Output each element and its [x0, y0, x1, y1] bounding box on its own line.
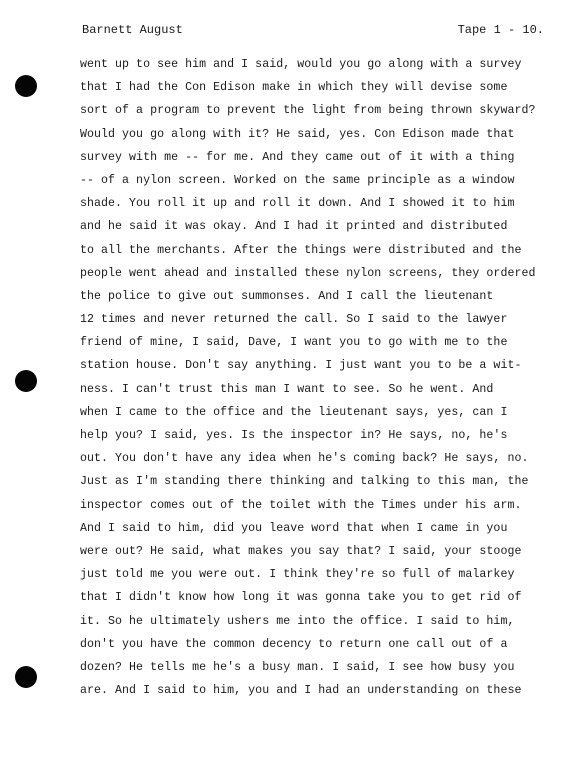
transcript-line: to all the merchants. After the things were distributed and the [80, 243, 522, 257]
transcript-line: friend of mine, I said, Dave, I want you to go with me to the [80, 336, 508, 350]
binder-hole-top [15, 75, 37, 97]
transcript-line: And I said to him, did you leave word that when I came in you [80, 521, 508, 535]
transcript-line: and he said it was okay. And I had it printed and distributed [80, 220, 508, 234]
transcript-line: went up to see him and I said, would you go along with a survey [80, 58, 522, 71]
transcript-line: dozen? He tells me he's a busy man. I said, I see how busy you [80, 660, 515, 674]
transcript-line: just told me you were out. I think they're so full of malarkey [80, 568, 515, 582]
binder-hole-middle [15, 370, 37, 392]
transcript-line: that I had the Con Edison make in which they will devise some [80, 81, 508, 95]
transcript-line: -- of a nylon screen. Worked on the same principle as a window [80, 173, 515, 187]
tape-page-number: Tape 1 - 10. [457, 23, 544, 37]
transcript-line: the police to give out summonses. And I call the lieutenant [80, 289, 494, 303]
transcript-line: Would you go along with it? He said, yes. Con Edison made that [80, 127, 515, 141]
transcript-line: help you? I said, yes. Is the inspector in? He says, no, he's [80, 429, 508, 442]
interviewee-name: Barnett August [82, 23, 183, 37]
transcript-line: station house. Don't say anything. I just want you to be a wit- [80, 359, 522, 373]
transcript-line: ness. I can't trust this man I want to see. So he went. And [80, 382, 494, 396]
transcript-body [80, 53, 550, 702]
transcript-line: inspector comes out of the toilet with the Times under his arm. [80, 498, 522, 512]
transcript-line: don't you have the common decency to return one call out of a [80, 637, 508, 651]
transcript-line: sort of a program to prevent the light from being thrown skyward? [80, 104, 536, 118]
transcript-line: that I didn't know how long it was gonna take you to get rid of [80, 591, 522, 605]
transcript-line: survey with me -- for me. And they came out of it with a thing [80, 150, 515, 164]
transcript-line: 12 times and never returned the call. So I said to the lawyer [80, 313, 508, 327]
binder-hole-bottom [15, 666, 37, 688]
transcript-line: were out? He said, what makes you say that? I said, your stooge [80, 544, 522, 558]
transcript-line: shade. You roll it up and roll it down. And I showed it to him [80, 197, 515, 211]
transcript-line: Just as I'm standing there thinking and talking to this man, the [80, 475, 529, 489]
transcript-line: people went ahead and installed these nylon screens, they ordered [80, 266, 536, 280]
transcript-line: out. You don't have any idea when he's coming back? He says, no. [80, 452, 529, 466]
transcript-line: it. So he ultimately ushers me into the office. I said to him, [80, 614, 515, 628]
transcript-line: are. And I said to him, you and I had an understanding on these [80, 684, 522, 698]
transcript-line: when I came to the office and the lieutenant says, yes, can I [80, 405, 508, 419]
